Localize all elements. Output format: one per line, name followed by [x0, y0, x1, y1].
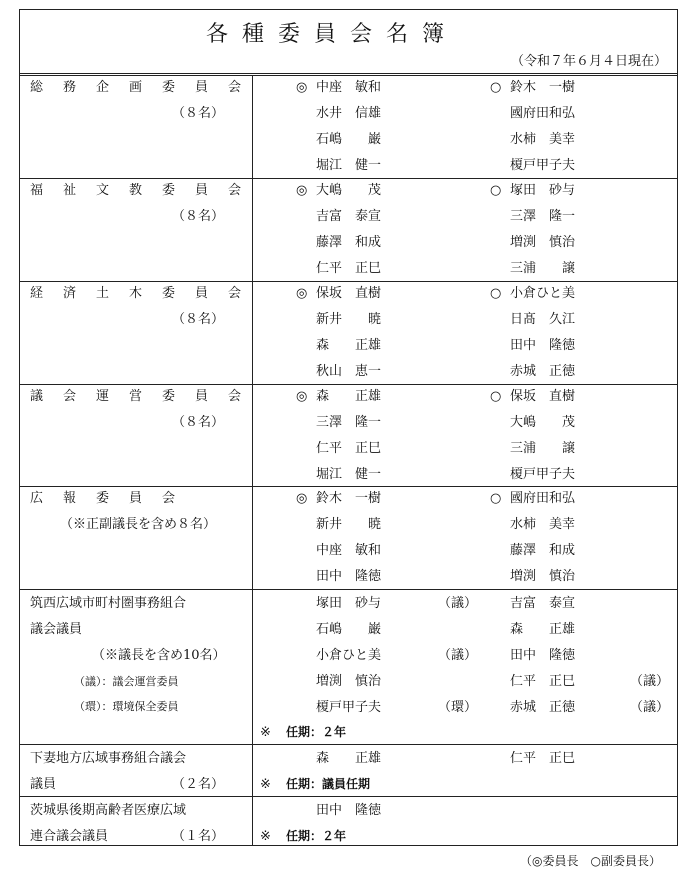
committee-count: （８名）	[172, 106, 225, 121]
member-name: 小倉ひと美	[316, 648, 382, 663]
member-name: 鈴木 一樹	[510, 80, 576, 95]
chair-mark: ◎	[296, 491, 308, 506]
member-name: 赤城 正徳	[510, 364, 576, 379]
row-divider	[20, 744, 677, 745]
shimotsuma-note-mark: ※	[260, 777, 271, 792]
committee-name: 広報委員会	[30, 491, 196, 506]
member-role-tag: （議）	[630, 700, 670, 715]
member-name: 保坂 直樹	[510, 389, 576, 404]
member-name: 榎戸甲子夫	[510, 467, 576, 482]
row-divider	[20, 796, 677, 797]
member-name: 吉富 泰宣	[510, 596, 576, 611]
chair-mark: ◎	[296, 389, 308, 404]
row-divider	[20, 589, 677, 590]
shimotsuma-name-line2: 議員	[30, 777, 57, 792]
chair-mark: ◎	[296, 286, 308, 301]
shimotsuma-count: （２名）	[172, 777, 225, 792]
vice-chair-mark: ○	[490, 80, 502, 95]
member-name: 新井 暁	[316, 312, 382, 327]
row-divider	[20, 178, 677, 179]
ibaraki-member: 田中 隆徳	[316, 803, 382, 818]
member-name: 石嶋 巌	[316, 622, 382, 637]
member-name: 塚田 砂与	[510, 183, 576, 198]
member-name: 仁平 正巳	[316, 261, 382, 276]
chikusei-name-line1: 筑西広域市町村圏事務組合	[30, 596, 187, 611]
member-name: 小倉ひと美	[510, 286, 576, 301]
member-name: 田中 隆徳	[510, 648, 576, 663]
vice-chair-mark: ○	[490, 286, 502, 301]
chikusei-term: 任期：２年	[286, 725, 347, 739]
member-name: 堀江 健一	[316, 467, 382, 482]
member-role-tag: （議）	[438, 648, 478, 663]
shimotsuma-member-right: 仁平 正巳	[510, 751, 576, 766]
shimotsuma-name-line1: 下妻地方広域事務組合議会	[30, 751, 187, 766]
member-role-tag: （環）	[438, 700, 478, 715]
member-name: 赤城 正徳	[510, 700, 576, 715]
member-name: 榎戸甲子夫	[316, 700, 382, 715]
member-name: 中座 敏和	[316, 80, 382, 95]
committee-name: 総務企画委員会	[30, 80, 262, 95]
vice-chair-mark: ○	[490, 491, 502, 506]
member-name: 榎戸甲子夫	[510, 158, 576, 173]
member-name: 三浦 譲	[510, 441, 576, 456]
ibaraki-name-line1: 茨城県後期高齢者医療広域	[30, 803, 187, 818]
member-name: 大嶋 茂	[510, 415, 576, 430]
chikusei-legend-kan: （環）：環境保全委員	[74, 700, 179, 713]
as-of-date: （令和７年６月４日現在）	[510, 54, 667, 69]
committee-count: （８名）	[172, 209, 225, 224]
chikusei-count: （※議長を含め10名）	[92, 648, 226, 663]
committee-count: （８名）	[172, 415, 225, 430]
shimotsuma-term: 任期：議員任期	[286, 777, 371, 791]
member-name: 秋山 恵一	[316, 364, 382, 379]
member-name: 鈴木 一樹	[316, 491, 382, 506]
member-name: 森 正雄	[316, 338, 382, 353]
member-name: 國府田和弘	[510, 491, 576, 506]
member-name: 堀江 健一	[316, 158, 382, 173]
committee-count: （※正副議長を含め８名）	[60, 517, 217, 532]
committee-name: 経済土木委員会	[30, 286, 262, 301]
member-name: 森 正雄	[316, 389, 382, 404]
chikusei-note-mark: ※	[260, 725, 271, 740]
member-name: 保坂 直樹	[316, 286, 382, 301]
member-name: 中座 敏和	[316, 543, 382, 558]
header-divider	[20, 73, 677, 76]
vice-chair-mark: ○	[490, 389, 502, 404]
member-name: 新井 暁	[316, 517, 382, 532]
chair-mark: ◎	[296, 80, 308, 95]
ibaraki-name-line2: 連合議会議員	[30, 829, 109, 844]
member-name: 三澤 隆一	[316, 415, 382, 430]
shimotsuma-member-left: 森 正雄	[316, 751, 382, 766]
member-name: 仁平 正巳	[316, 441, 382, 456]
chikusei-name-line2: 議会議員	[30, 622, 83, 637]
member-name: 水柿 美幸	[510, 517, 576, 532]
member-name: 吉富 泰宣	[316, 209, 382, 224]
member-name: 石嶋 巌	[316, 132, 382, 147]
member-name: 田中 隆徳	[510, 338, 576, 353]
member-name: 森 正雄	[510, 622, 576, 637]
member-name: 仁平 正巳	[510, 674, 576, 689]
member-name: 日髙 久江	[510, 312, 576, 327]
committee-count: （８名）	[172, 312, 225, 327]
mark-legend: （◎委員長 ○副委員長）	[520, 854, 661, 868]
member-name: 三浦 譲	[510, 261, 576, 276]
member-name: 塚田 砂与	[316, 596, 382, 611]
ibaraki-note-mark: ※	[260, 829, 271, 844]
member-name: 増渕 慎治	[510, 235, 576, 250]
member-name: 水柿 美幸	[510, 132, 576, 147]
member-role-tag: （議）	[438, 596, 478, 611]
page-title: 各種委員会名簿	[206, 22, 459, 47]
ibaraki-count: （１名）	[172, 829, 225, 844]
roster-table	[19, 9, 678, 846]
member-name: 田中 隆徳	[316, 569, 382, 584]
member-name: 水井 信雄	[316, 106, 382, 121]
committee-name: 福祉文教委員会	[30, 183, 262, 198]
member-name: 増渕 慎治	[510, 569, 576, 584]
chikusei-legend-gi: （議）：議会運営委員	[74, 675, 179, 688]
ibaraki-term: 任期：２年	[286, 829, 347, 843]
vice-chair-mark: ○	[490, 183, 502, 198]
chair-mark: ◎	[296, 183, 308, 198]
member-role-tag: （議）	[630, 674, 670, 689]
member-name: 藤澤 和成	[316, 235, 382, 250]
committee-name: 議会運営委員会	[30, 389, 262, 404]
row-divider	[20, 384, 677, 385]
member-name: 三澤 隆一	[510, 209, 576, 224]
member-name: 大嶋 茂	[316, 183, 382, 198]
member-name: 國府田和弘	[510, 106, 576, 121]
member-name: 増渕 慎治	[316, 674, 382, 689]
row-divider	[20, 281, 677, 282]
member-name: 藤澤 和成	[510, 543, 576, 558]
row-divider	[20, 486, 677, 487]
